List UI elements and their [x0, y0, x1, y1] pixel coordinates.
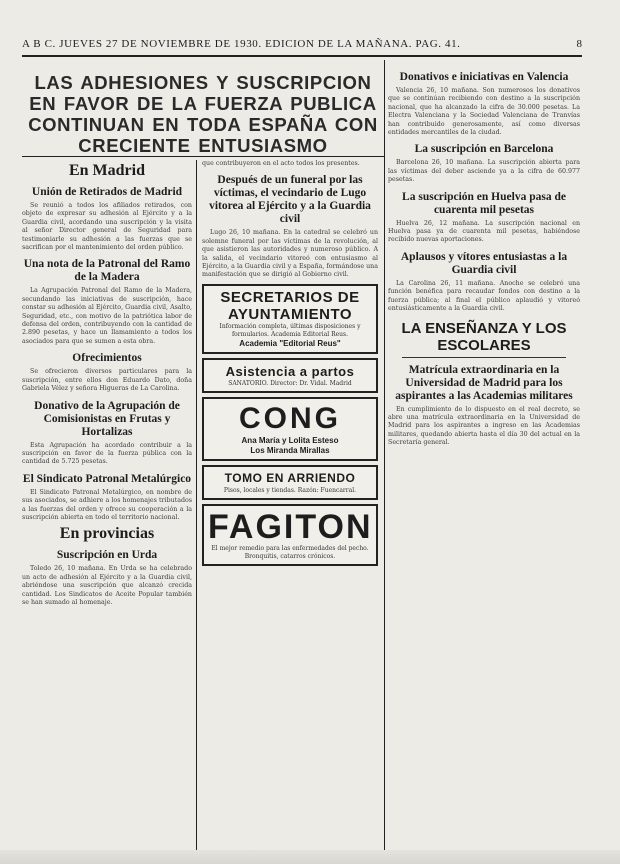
ad-fagiton-title: FAGITON — [208, 507, 373, 546]
article-title-metalurgico: El Sindicato Patronal Metalúrgico — [22, 472, 192, 485]
ad-fagiton — [202, 504, 378, 566]
ad-secretarios-title: SECRETARIOS DE AYUNTAMIENTO — [220, 288, 360, 323]
ad-partos-text: SANATORIO. Director: Dr. Vidal. Madrid — [228, 379, 352, 387]
article-body-retirados: Se reunió a todos los afiliados retirados, con objeto de expresar su adhesión al Ejército y a la Guardia civil, acordando una suscripción y la visita al señor Director general de Seguridad para testimoniarle su adhesión a las fuerzas que se sacrifican por el mantenimiento del orden público. — [22, 202, 192, 252]
article-body-urda: Toledo 26, 10 mañana. En Urda se ha celebrado un acto de adhesión al Ejército y a la Guardia civil, abriéndose una suscripción que alcanzó crecida cantidad. Los Sindicatos de Aceite Popular también se han sumado al homenaje. — [22, 565, 192, 606]
ad-secretarios — [202, 284, 378, 354]
section-title-ensenanza: LA ENSEÑANZA Y LOS ESCOLARES — [401, 319, 567, 354]
ad-cong-sub2: Los Miranda Mirallas — [250, 445, 330, 455]
article-title-matricula: Matrícula extraordinaria en la Universidad de Madrid para los aspirantes a las Academias militares — [395, 363, 573, 402]
article-body-matricula: En cumplimiento de lo dispuesto en el real decreto, se abre una matrícula extraordinaria en la Universidad de Madrid para los aspirantes a ingreso en las Academias militares, quedando abierta hasta el día 30 del actual en la Secretaría general. — [388, 405, 580, 447]
article-body-madera: La Agrupación Patronal del Ramo de la Madera, secundando las iniciativas de suscripción, hace constar su adhesión al Ejército, Guardia civil, Asalto, Seguridad, etc., con motivo de la patriótica labor de defensa del orden, contribuyendo con la cantidad de 2.890 pesetas, y hace un llamamiento a todos los asociados para que se sumen a esta obra. — [22, 287, 192, 345]
page-bottom-fold — [0, 850, 620, 864]
article-title-lugo: Después de un funeral por las víctimas, el vecindario de Lugo vitorea al Ejército y a la Guardia civil — [209, 174, 371, 226]
ad-cong — [202, 397, 378, 461]
headline-rule — [22, 156, 384, 157]
article-title-huelva: La suscripción en Huelva pasa de cuarenta mil pesetas — [402, 190, 566, 216]
article-title-retirados: Unión de Retirados de Madrid — [31, 186, 183, 198]
article-body-huelva: Huelva 26, 12 mañana. La suscripción nacional en Huelva pasa ya de cuarenta mil pesetas, habiéndose recibido nuevas aportaciones. — [388, 219, 580, 244]
article-title-comisionistas: Donativo de la Agrupación de Comisionistas en Frutas y Hortalizas — [34, 399, 180, 438]
ad-secretarios-brand: Academia "Editorial Reus" — [239, 338, 341, 348]
section-title-madrid: En Madrid — [68, 162, 145, 179]
ad-cong-title: CONG — [239, 401, 341, 435]
article-title-barcelona: La suscripción en Barcelona — [414, 143, 554, 156]
column-divider-1 — [196, 160, 197, 850]
article-title-ofrecimientos: Ofrecimientos — [72, 352, 142, 365]
column-middle — [202, 160, 378, 850]
article-body-ofrecimientos: Se ofrecieron diversos particulares para la suscripción, entre ellos don Eduardo Dato, doña Gabriela Vélez y señora Higueras de La Carolina. — [22, 368, 192, 393]
ad-secretarios-text: Información completa, últimas disposiciones y formularios. Academia Editorial Reus. — [219, 322, 361, 338]
ad-fagiton-text: El mejor remedio para las enfermedades del pecho. Bronquitis, catarros crónicos. — [211, 544, 369, 560]
ad-cong-sub: Ana María y Lolita Esteso — [241, 435, 339, 445]
section-title-provincias: En provincias — [59, 525, 155, 543]
header-rule — [22, 55, 582, 57]
ad-partos-title: Asistencia a partos — [225, 363, 355, 379]
article-continuation: que contribuyeron en el acto todos los presentes. — [202, 160, 360, 167]
ad-arriendo-title: TOMO EN ARRIENDO — [224, 470, 356, 485]
page-number-mark: 8 — [576, 38, 582, 50]
ad-partos — [202, 358, 378, 393]
article-title-valencia: Donativos e iniciativas en Valencia — [399, 71, 569, 83]
article-body-metalurgico: El Sindicato Patronal Metalúrgico, en nombre de sus asociados, se adhiere a los homenajes tributados a las fuerzas del orden y ofrece su cooperación a la suscripción abierta en todo el territorio nacional. — [22, 488, 192, 521]
article-title-carolina: Aplausos y vítores entusiastas a la Guardia civil — [400, 250, 568, 276]
ad-arriendo-text: Pisos, locales y tiendas. Razón: Fuencarral. — [223, 486, 357, 494]
ad-arriendo — [202, 465, 378, 500]
article-body-comisionistas: Esta Agrupación ha acordado contribuir a la suscripción en favor de la fuerza pública con la cantidad de 5.725 pesetas. — [22, 441, 192, 466]
article-body-lugo: Lugo 26, 10 mañana. En la catedral se celebró un solemne funeral por las víctimas de la revolución, al que asistieron las autoridades y numeroso público. A la salida, el vecindario vitoreó con entusiasmo al Ejército, a la Guardia civil y a España, formándose una manifestación que se dirigió al Gobierno civil. — [202, 229, 378, 279]
column-right — [388, 65, 580, 850]
column-left — [22, 160, 192, 850]
article-body-valencia: Valencia 26, 10 mañana. Son numerosos los donativos que se continúan recibiendo con destino a la suscripción nacional, que ha alcanzado la cifra de 30.000 pesetas. La Electra Valenciana y la Sociedad Valenciana de Tranvías han contribuido generosamente, así como diversas entidades mercantiles de la ciudad. — [388, 87, 580, 137]
article-body-carolina: La Carolina 26, 11 mañana. Anoche se celebró una función benéfica para recaudar fondos con destino a la fuerza pública; al final el público aplaudió y vitoreó entusiásticamente a la Guardia civil. — [388, 279, 580, 313]
page-header-line: A B C. JUEVES 27 DE NOVIEMBRE DE 1930. EDICION DE LA MAÑANA. PAG. 41. — [22, 38, 461, 50]
section-separator — [402, 357, 566, 358]
main-headline: LAS ADHESIONES Y SUSCRIPCION EN FAVOR DE LA FUERZA PUBLICA CONTINUAN EN TODA ESPAÑA CON CRECIENTE ENTUSIASMO — [28, 72, 378, 156]
article-body-barcelona: Barcelona 26, 10 mañana. La suscripción abierta para las víctimas del deber asciende ya a la cifra de 60.977 pesetas. — [388, 159, 580, 184]
article-title-madera: Una nota de la Patronal del Ramo de la Madera — [23, 258, 191, 284]
column-divider-2 — [384, 60, 385, 850]
article-title-urda: Suscripción en Urda — [56, 549, 158, 562]
